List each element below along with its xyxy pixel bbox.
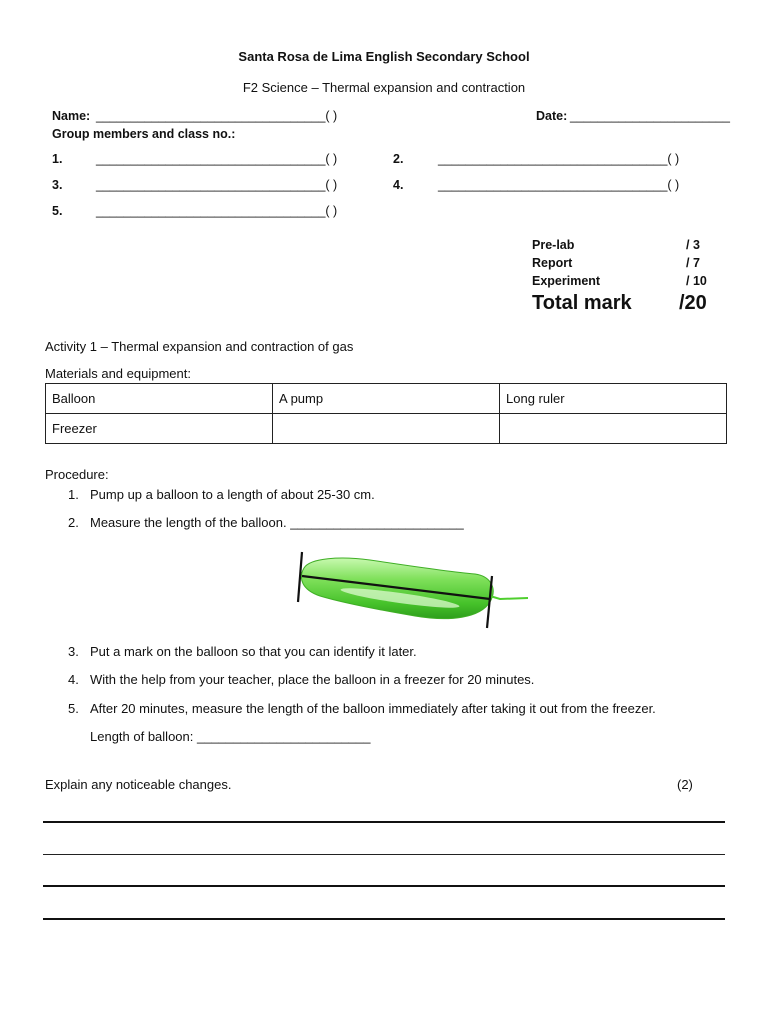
member-number: 5. (52, 204, 63, 218)
table-cell (500, 414, 727, 444)
member-field-4[interactable]: _________________________________( ) (438, 178, 680, 192)
table-cell: A pump (273, 384, 500, 414)
procedure-step-4: With the help from your teacher, place the balloon in a freezer for 20 minutes. (90, 672, 535, 687)
table-row (46, 384, 727, 414)
name-field[interactable]: _________________________________( ) (96, 109, 338, 123)
prelab-score: / 3 (686, 238, 700, 252)
member-field-1[interactable]: _________________________________( ) (96, 152, 338, 166)
member-field-2[interactable]: _________________________________( ) (438, 152, 680, 166)
step-number: 1. (68, 487, 79, 502)
balloon-knot (490, 596, 528, 599)
answer-line-4[interactable] (43, 918, 725, 920)
step-number: 3. (68, 644, 79, 659)
balloon-illustration (290, 546, 535, 632)
member-number: 4. (393, 178, 404, 192)
member-number: 1. (52, 152, 63, 166)
table-cell: Freezer (46, 414, 273, 444)
member-number: 3. (52, 178, 63, 192)
school-name: Santa Rosa de Lima English Secondary School (238, 49, 530, 64)
member-field-5[interactable]: _________________________________( ) (96, 204, 338, 218)
member-field-3[interactable]: _________________________________( ) (96, 178, 338, 192)
table-cell: Balloon (46, 384, 273, 414)
worksheet-subtitle: F2 Science – Thermal expansion and contraction (242, 80, 526, 95)
procedure-step-5: After 20 minutes, measure the length of the balloon immediately after taking it out from the freezer. (90, 701, 656, 716)
step-number: 2. (68, 515, 79, 530)
table-cell (273, 414, 500, 444)
report-score: / 7 (686, 256, 700, 270)
question-marks: (2) (677, 777, 693, 792)
table-row (46, 414, 727, 444)
group-members-label: Group members and class no.: (52, 127, 236, 141)
step-number: 5. (68, 701, 79, 716)
procedure-label: Procedure: (45, 467, 109, 482)
answer-line-2[interactable] (43, 854, 725, 855)
materials-table (45, 383, 727, 444)
length-of-balloon-field[interactable]: Length of balloon: ________________________ (90, 729, 371, 744)
procedure-step-1: Pump up a balloon to a length of about 25-30 cm. (90, 487, 375, 502)
total-mark-value: /20 (679, 292, 707, 314)
report-label: Report (532, 256, 573, 270)
procedure-step-2[interactable]: Measure the length of the balloon. ________________________ (90, 515, 464, 530)
question-text: Explain any noticeable changes. (45, 777, 232, 792)
answer-line-3[interactable] (43, 885, 725, 887)
step-number: 4. (68, 672, 79, 687)
total-mark-label: Total mark (532, 292, 632, 314)
table-cell: Long ruler (500, 384, 727, 414)
procedure-step-3: Put a mark on the balloon so that you can identify it later. (90, 644, 417, 659)
materials-label: Materials and equipment: (45, 366, 191, 381)
member-number: 2. (393, 152, 404, 166)
prelab-label: Pre-lab (532, 238, 575, 252)
activity-title: Activity 1 – Thermal expansion and contraction of gas (45, 339, 354, 354)
experiment-label: Experiment (532, 274, 601, 288)
date-field[interactable]: _______________________ (570, 109, 730, 123)
name-label: Name: (52, 109, 91, 123)
answer-line-1[interactable] (43, 821, 725, 823)
date-label: Date: (536, 109, 568, 123)
experiment-score: / 10 (686, 274, 707, 288)
